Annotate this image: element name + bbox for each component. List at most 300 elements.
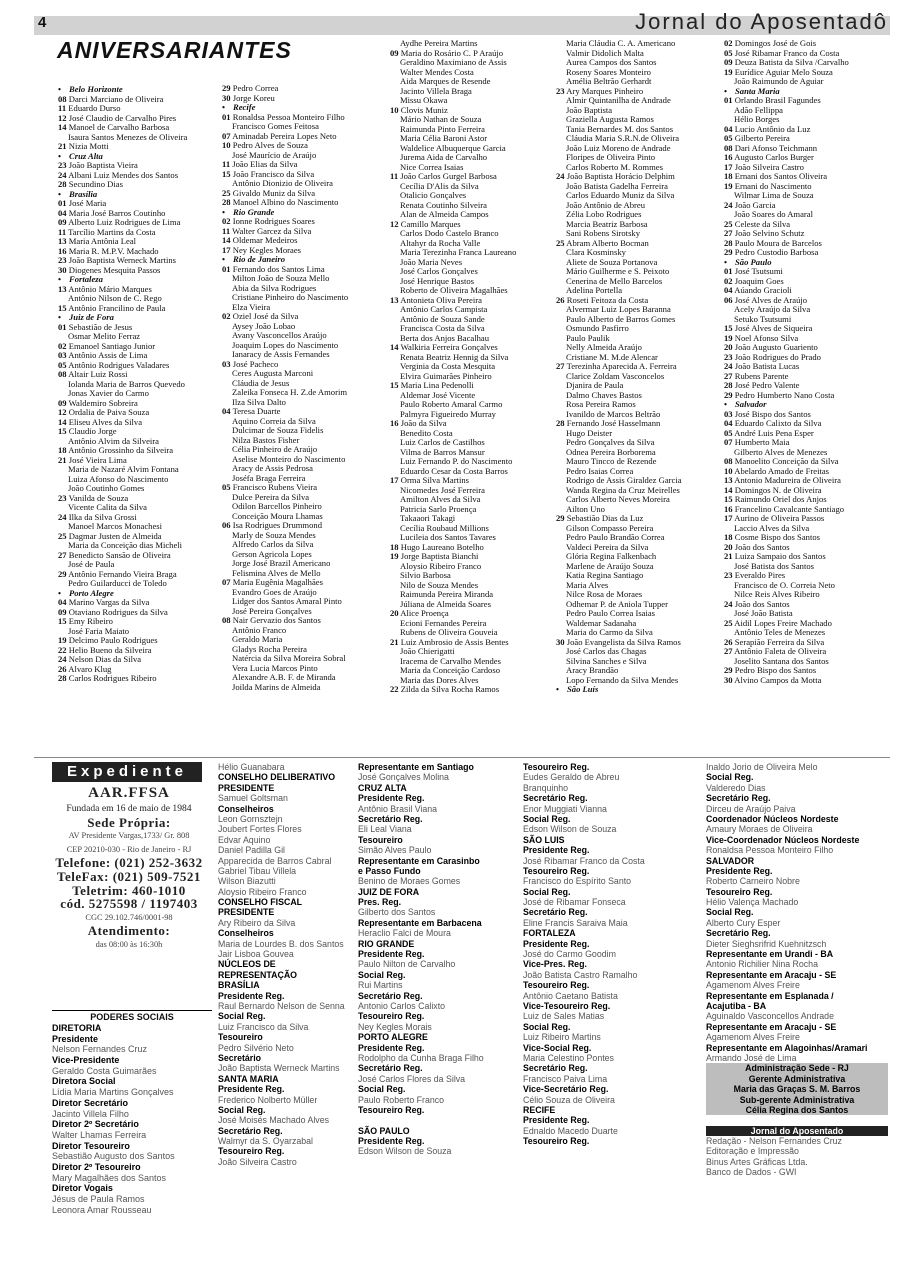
list-item: Marlene de Araújo Souza — [566, 560, 654, 571]
day-number: 18 — [724, 171, 733, 181]
day-number: 14 — [724, 484, 733, 495]
role-heading: Tesoureiro — [218, 1032, 263, 1043]
role-heading: Secretário Reg. — [523, 1063, 588, 1074]
day-number: 15 — [58, 302, 67, 313]
list-item: João Luiz Moreno de Andrade — [566, 142, 671, 153]
role-heading: Presidente — [52, 1033, 99, 1044]
list-item: Roberto de Oliveira Magalhães — [400, 285, 508, 295]
fax: TeleFax: (021) 509-7521 — [57, 868, 201, 884]
day-number: 10 — [724, 465, 733, 476]
day-number: 26 — [556, 294, 565, 305]
role-heading: Tesoureiro Reg. — [358, 1104, 425, 1115]
list-item: 29 Pedro Correa — [222, 83, 279, 93]
day-number: 08 — [724, 456, 733, 466]
day-number: 30 — [222, 92, 231, 103]
list-item: 04 Teresa Duarte — [222, 406, 281, 416]
role-heading: Social Reg. — [218, 1011, 266, 1022]
list-item: Renata Coutinho Silveira — [400, 199, 487, 210]
member-name: Luiz Francisco da Silva — [218, 1021, 309, 1032]
board-column-1 — [218, 762, 358, 1167]
list-item: Ianaracy de Assis Fernandes — [232, 349, 330, 359]
list-item: Gilson Compasso Pereira — [566, 522, 654, 533]
member-name: Dirceu de Araújo Paiva — [706, 803, 796, 814]
member-name: Antônio Brasil Viana — [358, 803, 438, 814]
day-number: 11 — [58, 103, 67, 113]
list-item: Antônio Franco — [232, 624, 287, 635]
role-heading: Vice-Coordenador Núcleos Nordeste — [706, 834, 860, 845]
list-item: Verginia da Costa Mesquita — [400, 361, 496, 371]
role-heading: Conselheiros — [218, 803, 274, 814]
list-item: 15 José Alves de Siqueira — [724, 323, 813, 333]
list-item: Graziella Augusta Ramos — [566, 114, 654, 124]
list-item: Odilon Barcellos Pinheiro — [232, 501, 322, 511]
list-item: Clara Kosminsky — [566, 247, 626, 257]
list-item: 22 Zilda da Silva Rocha Ramos — [390, 684, 500, 694]
role-heading: Representante em Alagoinhas/Aramari — [706, 1042, 868, 1053]
day-number: 05 — [724, 427, 733, 438]
day-number: 04 — [58, 597, 67, 607]
list-item: Vicente Calita da Silva — [68, 502, 147, 512]
role-heading: Secretário — [218, 1052, 262, 1063]
list-item: Lopo Fernando da Silva Mendes — [566, 674, 679, 685]
list-item: Antônio Nilson de C. Rego — [68, 293, 162, 303]
journal-box: Jornal do Aposentado — [706, 1126, 888, 1136]
role-heading: Secretário Reg. — [523, 907, 588, 918]
list-item: 13 Antônio Mário Marques — [58, 283, 152, 294]
list-item: Valdeci Pereira da Silva — [566, 541, 649, 552]
day-number: 27 — [724, 370, 733, 381]
role-heading: Diretora Social — [52, 1076, 116, 1087]
list-item: Evandro Goes de Araújo — [232, 586, 317, 597]
member-name: Walter Lhamas Ferreira — [52, 1129, 147, 1140]
list-item: Dulce Pereira da Silva — [232, 491, 310, 502]
role-heading: Secretário Reg. — [706, 928, 771, 939]
list-item: 19 Eurídice Aguiar Melo Souza — [724, 66, 833, 77]
attendance-hours: das 08:00 às 16:30h — [95, 939, 163, 949]
list-item: Silvio Barbosa — [400, 570, 451, 580]
day-number: 11 — [222, 159, 231, 169]
day-number: 02 — [222, 216, 231, 226]
list-item: Nelly Almeida Araújo — [566, 342, 642, 352]
list-item: 23 João Baptista Vieira — [58, 160, 138, 170]
role-heading: Representante em Santiago — [358, 762, 474, 772]
list-item: 03 José Bispo dos Santos — [724, 408, 811, 419]
member-name: Leonora Amar Rousseau — [52, 1204, 152, 1215]
list-item: 03 José Pacheco — [222, 358, 279, 369]
member-name: Francisco Paiva Lima — [523, 1073, 608, 1084]
list-item: 01 Ronaldsa Pessoa Monteiro Filho — [222, 111, 345, 122]
day-number: 30 — [556, 636, 565, 647]
list-item: 04 Eduardo Calixto da Silva — [724, 418, 822, 428]
day-number: 24 — [556, 171, 565, 181]
list-item: Manoel Marcos Monachesi — [68, 521, 163, 531]
member-name: Armando José de Lima — [706, 1052, 797, 1063]
list-item: 18 Antônio Grossinho da Silveira — [58, 445, 174, 455]
list-item: 23 Vanilda de Souza — [58, 492, 129, 503]
list-item: Benedito Costa — [400, 427, 453, 438]
list-item: 28 Carlos Rodrigues Ribeiro — [58, 673, 157, 683]
list-item: Aldemar José Vicente — [400, 389, 476, 400]
list-item: 20 João dos Santos — [724, 541, 790, 552]
list-item: 13 Maria Antônia Leal — [58, 236, 137, 246]
list-item: 17 Orma Silva Martins — [390, 475, 470, 485]
member-name: Samuel Goltsman — [218, 793, 288, 804]
member-name: Benino de Moraes Gomes — [358, 876, 461, 887]
list-item: 22 Helio Bueno da Silveira — [58, 644, 152, 655]
list-item: 19 Noel Afonso Silva — [724, 332, 799, 343]
day-number: 12 — [58, 407, 67, 417]
member-name: Amaury Moraes de Oliveira — [706, 824, 813, 835]
list-item: Djanira de Paula — [566, 380, 624, 390]
list-item: 14 Walkiria Ferreira Gonçalves — [390, 342, 498, 352]
member-name: Luiz de Sales Matias — [523, 1011, 605, 1022]
list-item: Aquino Correia da Silva — [232, 415, 316, 426]
list-item: Adão Fellippa — [734, 104, 783, 115]
day-number: 13 — [58, 283, 67, 294]
list-item: 25 Dagmar Justen de Almeida — [58, 530, 162, 541]
day-number: 13 — [724, 475, 733, 485]
list-item: 24 João dos Santos — [724, 598, 790, 609]
list-item: 02 Ionne Rodrigues Soares — [222, 216, 315, 226]
member-name: João Baptista Werneck Martins — [218, 1063, 340, 1074]
day-number: 20 — [724, 541, 733, 552]
list-item: 27 Benedicto Sansão de Oliveira — [58, 549, 171, 560]
list-item: 05 Francisco Rubens Vieira — [222, 482, 318, 492]
day-number: 04 — [724, 418, 733, 428]
list-item: Antônio Alvim da Silveira — [68, 435, 159, 446]
list-item: Cristiane M. M.de Alencar — [566, 351, 658, 362]
list-item: Antônio de Souza Sande — [400, 313, 485, 324]
list-item: Nicomedes José Ferreira — [400, 484, 485, 495]
day-number: 08 — [222, 615, 231, 625]
list-item: José João Batista — [734, 608, 793, 618]
day-number: 18 — [724, 532, 733, 542]
birthday-column-2 — [222, 46, 380, 692]
member-name: Banco de Dados - GWI — [706, 1167, 797, 1178]
list-item: José Maurício de Araújo — [232, 149, 317, 160]
list-item: 29 Antônio Fernando Vieira Braga — [58, 568, 177, 579]
member-name: Hélio Valença Machado — [706, 897, 799, 908]
day-number: 18 — [58, 445, 67, 455]
day-number: 25 — [724, 617, 733, 628]
day-number: 05 — [58, 359, 67, 370]
admin-box-line: Célia Regina dos Santos — [706, 1105, 888, 1115]
role-heading: Representante em Carasinbo — [358, 855, 480, 866]
list-item: 12 Camillo Marques — [390, 218, 461, 229]
day-number: 27 — [724, 646, 733, 656]
list-item: Lidger dos Santos Amaral Pinto — [232, 596, 342, 606]
member-name: Antonio Richilier Nina Rocha — [706, 959, 818, 970]
day-number: 16 — [58, 245, 67, 256]
list-item: Elza Vieira — [232, 301, 271, 312]
list-item: 18 Ernani dos Santos Oliveira — [724, 171, 828, 181]
role-heading: PODERES SOCIAIS — [52, 1010, 212, 1023]
role-heading: Secretário Reg. — [706, 793, 771, 804]
day-number: 15 — [58, 616, 67, 626]
day-number: 19 — [724, 66, 733, 77]
role-heading: Tesoureiro Reg. — [523, 762, 590, 772]
day-number: 28 — [724, 380, 733, 390]
list-item: Altahyr da Rocha Valle — [400, 237, 481, 248]
list-item: 15 Raimundo Oriel dos Anjos — [724, 494, 827, 504]
role-heading: Representante em Esplanada / — [706, 990, 834, 1001]
day-number: 02 — [222, 311, 231, 321]
list-item: 15 Antônio Francilino de Paula — [58, 302, 166, 313]
list-item: Roseny Soares Monteiro — [566, 66, 651, 77]
list-item: Aida Marques de Resende — [400, 76, 491, 86]
role-heading: Representante em Urandi - BA — [706, 949, 834, 960]
list-item: Francisca Costa da Silva — [400, 323, 485, 333]
birthday-column-1 — [58, 85, 208, 684]
role-heading: Social Reg. — [218, 1104, 266, 1115]
member-name: Eline Francis Saraiva Maia — [523, 917, 628, 928]
list-item: Cecília D'Alis da Silva — [400, 180, 479, 191]
role-heading: Coordenador Núcleos Nordeste — [706, 813, 839, 824]
list-item: Aracy Brandão — [566, 665, 619, 675]
role-heading: Presidente Reg. — [218, 990, 285, 1001]
role-heading: Presidente Reg. — [523, 938, 590, 949]
list-item: 08 Darci Marciano de Oliveira — [58, 93, 164, 104]
day-number: 24 — [724, 361, 733, 371]
member-name: Paulo Nilton de Carvalho — [358, 959, 456, 970]
list-item: Carlos Alberto Neves Moreira — [566, 494, 670, 504]
member-name: Edson Wilson de Souza — [358, 1146, 452, 1157]
list-item: 23 Ary Marques Pinheiro — [556, 85, 644, 96]
list-item: Adelina Portella — [566, 285, 623, 295]
member-name: Sebastião Augusto dos Santos — [52, 1151, 175, 1162]
list-item: Francisco de O. Correia Neto — [734, 579, 835, 590]
list-item: Almir Quintanilha de Andrade — [566, 95, 671, 105]
list-item: Maria de Nazaré Alvim Fontana — [68, 464, 179, 474]
place-heading: • Brasília — [58, 190, 208, 200]
list-item: 21 Luiza Sampaio dos Santos — [724, 551, 826, 561]
day-number: 06 — [724, 294, 733, 305]
role-heading: Tesoureiro Reg. — [523, 865, 590, 876]
list-item: Júliana de Almeida Soares — [400, 598, 491, 609]
member-name: José Ribamar Franco da Costa — [523, 855, 645, 866]
member-name: Jacinto Villela Filho — [52, 1108, 129, 1119]
list-item: 27 Rubens Parente — [724, 370, 789, 381]
list-item: Glória Regina Falkenbach — [566, 551, 657, 561]
member-name: Inaldo Jorio de Oliveira Melo — [706, 762, 818, 772]
list-item: Setuko Tsutsumi — [734, 313, 792, 324]
list-item: Abia da Silva Rodrigues — [232, 282, 317, 293]
member-name: Paulo Roberto Franco — [358, 1094, 445, 1105]
member-name: José do Carmo Goodim — [523, 949, 616, 960]
day-number: 07 — [724, 437, 733, 447]
list-item: Cláudia de Jesus — [232, 377, 290, 388]
list-item: 08 Altair Luiz Rossi — [58, 369, 128, 379]
day-number: 08 — [724, 142, 733, 153]
role-heading: Secretário Reg. — [358, 1063, 423, 1074]
member-name: Hélio Guanabara — [218, 762, 285, 772]
list-item: Mário Nathan de Souza — [400, 114, 482, 124]
list-item: 25 Abram Alberto Bocman — [556, 237, 649, 248]
board-column-3 — [523, 762, 691, 1146]
role-heading: RIO GRANDE — [358, 938, 415, 949]
list-item: Amélia Beltrão Gerhardt — [566, 76, 652, 86]
role-heading: Diretor Secretário — [52, 1097, 129, 1108]
place-heading: • Fortaleza — [58, 275, 208, 285]
list-item: 21 José Vieira Lima — [58, 454, 127, 465]
day-number: 15 — [58, 426, 67, 436]
list-item: 14 Eliseu Alves da Silva — [58, 416, 143, 427]
member-name: João Batista Castro Ramalho — [523, 969, 638, 980]
admin-box-line: Sub-gerente Administrativa — [706, 1095, 888, 1105]
list-item: Célia Pinheiro de Araújo — [232, 444, 318, 454]
day-number: 23 — [58, 255, 67, 265]
day-number: 27 — [58, 549, 67, 560]
day-number: 18 — [390, 541, 399, 552]
role-heading: Diretor 2º Secretário — [52, 1119, 139, 1130]
day-number: 09 — [390, 47, 399, 58]
day-number: 02 — [58, 340, 67, 351]
list-item: 29 Pedro Humberto Nano Costa — [724, 389, 835, 400]
day-number: 04 — [58, 207, 67, 218]
list-item: Alvermar Luiz Lopes Baranna — [566, 304, 671, 314]
list-item: Ecioni Fernandes Pereira — [400, 617, 487, 628]
day-number: 05 — [724, 133, 733, 143]
list-item: Maria Cláudia C. A. Americano — [566, 39, 676, 48]
day-number: 17 — [724, 161, 733, 172]
day-number: 01 — [222, 263, 231, 274]
admin-box-line: Gerente Administrativa — [706, 1074, 888, 1084]
list-item: Francisco Gomes Feitosa — [232, 121, 319, 131]
list-item: Valmir Didolich Malta — [566, 47, 644, 58]
day-number: 03 — [58, 350, 67, 360]
list-item: Luiz Carlos de Castilhos — [400, 437, 485, 447]
list-item: 21 Luiz Ambrosio de Assis Bentes — [390, 636, 509, 647]
day-number: 09 — [58, 217, 67, 227]
spacer — [358, 1115, 523, 1125]
day-number: 13 — [390, 294, 399, 305]
role-heading: SÃO LUIS — [523, 834, 565, 845]
list-item: Nice Correa Isaias — [400, 161, 464, 172]
role-heading: PORTO ALEGRE — [358, 1032, 428, 1043]
day-number: 29 — [724, 389, 733, 400]
list-item: 26 Roseti Feitoza da Costa — [556, 294, 649, 305]
list-item: 20 João Augusto Guariento — [724, 342, 818, 352]
list-item: Palmyra Figueiredo Murray — [400, 408, 496, 419]
list-item: Rosa Pereira Ramos — [566, 399, 636, 409]
role-heading: Vice-Tesoureiro Reg. — [523, 1000, 611, 1011]
list-item: João Baptista — [566, 104, 613, 115]
code: cód. 5275598 / 1197403 — [60, 896, 198, 912]
day-number: 25 — [222, 187, 231, 198]
role-heading: Tesoureiro Reg. — [523, 980, 590, 991]
role-heading: Social Reg. — [358, 1084, 406, 1095]
member-name: Frederico Nolberto Müller — [218, 1094, 318, 1105]
day-number: 23 — [58, 492, 67, 503]
role-heading: RECIFE — [523, 1104, 556, 1115]
day-number: 29 — [724, 247, 733, 257]
day-number: 28 — [724, 237, 733, 248]
list-item: 27 João Selvino Schutz — [724, 228, 805, 238]
list-item: 13 Antonieta Oliva Pereira — [390, 294, 482, 305]
day-number: 12 — [58, 112, 67, 123]
spacer — [222, 56, 380, 66]
list-item: 02 Domingos José de Gois — [724, 39, 817, 48]
list-item: 09 Maria do Rosário C. P Araújo — [390, 47, 504, 58]
member-name: Geraldo Costa Guimarães — [52, 1065, 157, 1076]
list-item: Lucileia dos Santos Tavares — [400, 532, 496, 542]
role-heading: JUIZ DE FORA — [358, 886, 420, 897]
day-number: 11 — [222, 225, 231, 236]
member-name: Enor Muggiati Vianna — [523, 803, 607, 814]
list-item: 01 José Tsutsumi — [724, 266, 783, 276]
list-item: Nilo de Souza Mendes — [400, 579, 479, 590]
list-item: Cenerina de Mello Barcelos — [566, 275, 663, 286]
list-item: 15 Maria Lina Pedenolli — [390, 380, 474, 390]
day-number: 28 — [58, 673, 67, 683]
attendance-title: Atendimento: — [87, 923, 171, 939]
member-name: Gilberto dos Santos — [358, 907, 436, 918]
list-item: 04 Aúando Gracioli — [724, 285, 792, 295]
list-item: Aselise Monteiro do Nascimento — [232, 453, 346, 464]
day-number: 07 — [222, 577, 231, 587]
member-name: Gabriel Tibau Villela — [218, 865, 297, 876]
list-item: 07 Humberto Maia — [724, 437, 790, 447]
day-number: 23 — [58, 160, 67, 170]
day-number: 25 — [724, 218, 733, 229]
list-item: Floripes de Oliveira Pinto — [566, 152, 656, 162]
list-item: José Henrique Bastos — [400, 275, 474, 286]
list-item: 10 Pedro Alves de Souza — [222, 140, 308, 150]
list-item: Pedro Paulo Brandão Correa — [566, 532, 665, 542]
list-item: Ceres Augusta Marconi — [232, 368, 314, 378]
list-item: Luiz Fernando P. do Nascimento — [400, 456, 513, 466]
member-name: Pedro Silvério Neto — [218, 1042, 294, 1053]
list-item: 19 Jorge Baptista Bianchi — [390, 551, 479, 561]
member-name: Agamenom Alves Freire — [706, 980, 800, 991]
day-number: 28 — [556, 418, 565, 428]
list-item: Antônio Teles de Menezes — [734, 627, 826, 637]
list-item: 08 Manoelito Conceição da Silva — [724, 456, 839, 466]
member-name: Ney Kegles Morais — [358, 1021, 432, 1032]
day-number: 09 — [724, 57, 733, 67]
role-heading: Presidente Reg. — [523, 845, 590, 856]
member-name: Redação - Nelson Fernandes Cruz — [706, 1136, 842, 1147]
place-heading: • Recife — [222, 103, 380, 113]
list-item: 06 Isa Rodrigues Drummond — [222, 520, 323, 530]
list-item: Elvira Guimarães Pinheiro — [400, 370, 492, 381]
role-heading: REPRESENTAÇÃO — [218, 969, 298, 980]
list-item: Takaaori Takagi — [400, 513, 456, 523]
place-heading: • Juiz de Fora — [58, 313, 208, 323]
list-item: 09 Deuza Batista da Silva /Carvalho — [724, 57, 849, 67]
list-item: Aracy de Assis Pedrosa — [232, 463, 313, 473]
list-item: Aydhe Pereira Martins — [400, 39, 478, 48]
list-item: 16 João da Silva — [390, 418, 447, 428]
day-number: 26 — [724, 636, 733, 647]
list-item: 09 Alberto Luiz Rodrigues de Lima — [58, 217, 181, 227]
list-item: Nilza Bastos Fisher — [232, 434, 300, 445]
list-item: Hugo Deister — [566, 427, 613, 438]
role-heading: Presidente Reg. — [358, 1136, 425, 1147]
member-name: Eli Leal Viana — [358, 824, 412, 835]
list-item: Gilberto Alves de Menezes — [734, 446, 828, 457]
list-item: 01 Orlando Brasil Fagundes — [724, 95, 821, 105]
list-item: 05 André Luis Pena Esper — [724, 427, 814, 438]
day-number: 10 — [390, 104, 399, 115]
board-column-4 — [706, 762, 892, 1178]
list-item: Luiza Afonso do Nascimento — [68, 473, 169, 484]
list-item: Jacinto Villela Braga — [400, 85, 472, 96]
publication-title: Jornal do Aposentadô — [635, 9, 888, 34]
list-item: Berta dos Anjos Bacalhau — [400, 332, 490, 343]
day-number: 23 — [556, 85, 565, 96]
member-name: Nelson Fernandes Cruz — [52, 1044, 148, 1055]
